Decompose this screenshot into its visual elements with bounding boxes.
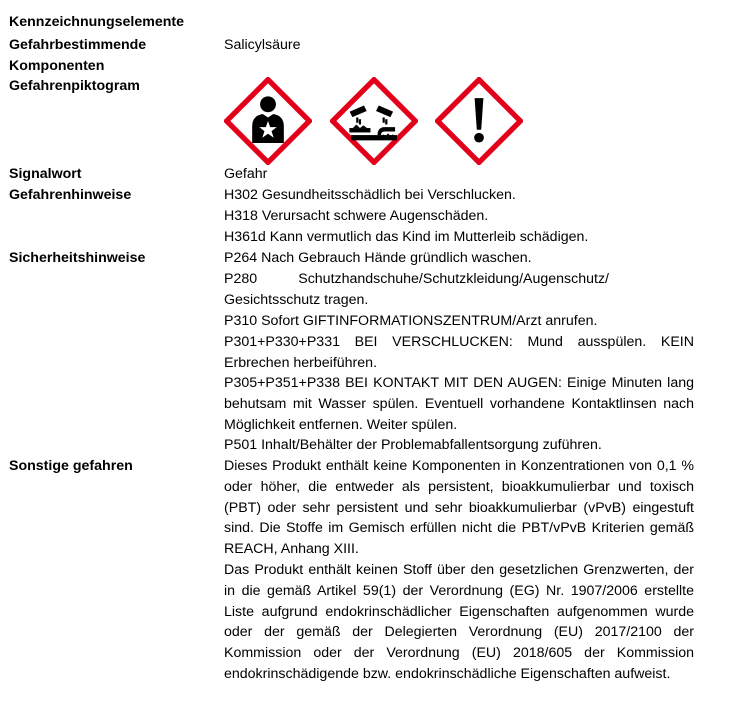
hazard-statement: H361d Kann vermutlich das Kind im Mutterleib schädigen. bbox=[224, 229, 589, 245]
signal-word-value: Gefahr bbox=[224, 166, 268, 182]
health-hazard-icon bbox=[224, 77, 312, 165]
precautionary-statement: P501 Inhalt/Behälter der Problemabfallentsorgung zuführen. bbox=[224, 437, 602, 453]
label-components: Gefahrbestimmende Komponenten bbox=[9, 37, 147, 74]
section-title: Kennzeichnungselemente bbox=[9, 14, 185, 30]
precautionary-statement: P310 Sofort GIFTINFORMATIONSZENTRUM/Arzt anrufen. bbox=[224, 313, 598, 329]
other-hazards-paragraph: Dieses Produkt enthält keine Komponenten in Konzentrationen von 0,1 % oder höher, die entweder als persistent, bioakkumulierbar und toxisch (PBT) oder sehr persistent und sehr bioakkumulierbar (vPvB) eingestuft sind. Die Stoffe im Gemisch erfüllen nicht die PBT/vPvB Kriterien gemäß REACH, Anhang XIII. bbox=[224, 458, 694, 558]
precautionary-statement: P264 Nach Gebrauch Hände gründlich waschen. bbox=[224, 250, 532, 266]
label-signal-word: Signalwort bbox=[9, 166, 82, 182]
corrosion-icon bbox=[330, 77, 418, 165]
label-hazard-statements: Gefahrenhinweise bbox=[9, 187, 132, 203]
components-value: Salicylsäure bbox=[224, 37, 301, 53]
label-pictograms: Gefahrenpiktogram bbox=[9, 78, 140, 94]
precautionary-statement: P301+P330+P331 BEI VERSCHLUCKEN: Mund ausspülen. KEIN Erbrechen herbeiführen. bbox=[224, 334, 694, 371]
exclamation-mark-icon bbox=[435, 77, 523, 165]
hazard-statement: H318 Verursacht schwere Augenschäden. bbox=[224, 208, 489, 224]
other-hazards-paragraph: Das Produkt enthält keinen Stoff über den gesetzlichen Grenzwerten, der in die gemäß Artikel 59(1) der Verordnung (EG) Nr. 1907/2006 erstellte Liste aufgrund endokrinschädlicher Eigenschaften aufgenommen wurde oder der gemäß der Delegierten Verordnung (EU) 2017/2100 der Kommission oder der Verordnung (EU) 2018/605 der Kommission endokrinschädigende bzw. endokrinschädliche Eigenschaften aufweist. bbox=[224, 562, 694, 682]
label-precautionary-statements: Sicherheitshinweise bbox=[9, 250, 146, 266]
precautionary-statement: P280 Schutzhandschuhe/Schutzkleidung/Augenschutz/ Gesichtsschutz tragen. bbox=[224, 271, 609, 308]
hazard-statement: H302 Gesundheitsschädlich bei Verschlucken. bbox=[224, 187, 516, 203]
precautionary-statement: P305+P351+P338 BEI KONTAKT MIT DEN AUGEN: Einige Minuten lang behutsam mit Wasser spülen. Eventuell vorhandene Kontaktlinsen nach Möglichkeit entfernen. Weiter spülen. bbox=[224, 375, 694, 433]
label-other-hazards: Sonstige gefahren bbox=[9, 458, 133, 474]
